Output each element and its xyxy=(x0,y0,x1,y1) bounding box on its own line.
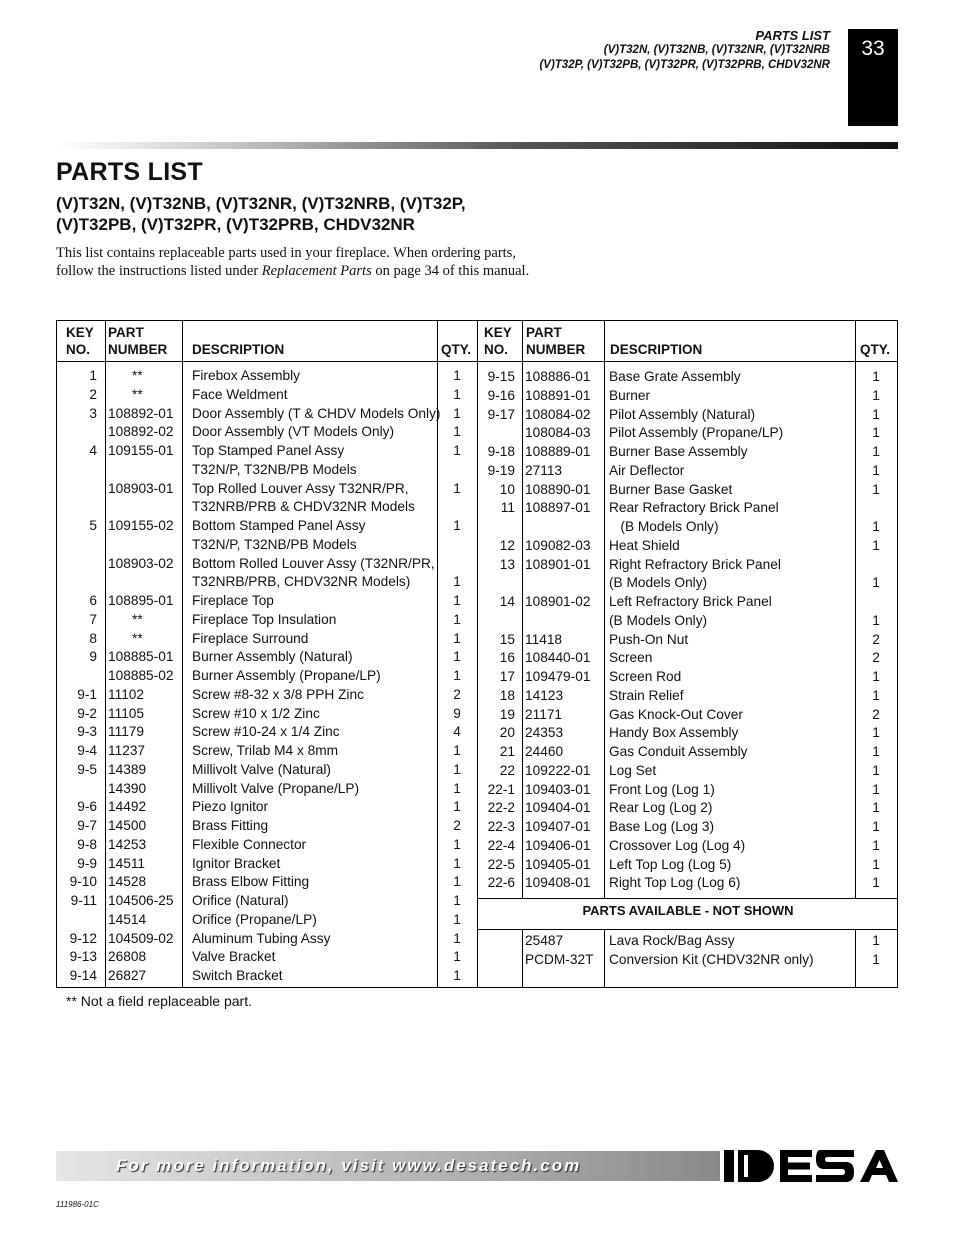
left-row-key-no: 5 xyxy=(89,518,97,533)
right-row-part-number: 109405-01 xyxy=(525,856,591,872)
right-row-part-number: 109403-01 xyxy=(525,781,591,797)
right-row-description: Air Deflector xyxy=(609,462,685,478)
intro-paragraph xyxy=(56,244,536,280)
left-row-description: Bottom Stamped Panel Assy xyxy=(192,518,366,533)
left-row-part-number: 108892-02 xyxy=(108,424,174,440)
left-row-qty: 2 xyxy=(453,818,461,833)
right-row-qty: 1 xyxy=(872,762,880,778)
right-row-key-no: 22-5 xyxy=(487,856,515,872)
right-row-qty: 1 xyxy=(872,369,880,384)
right-row-qty: 1 xyxy=(872,462,880,478)
left-row-part-number: ** xyxy=(132,630,143,646)
right-row-description: Lava Rock/Bag Assy xyxy=(609,933,735,948)
right-row-key-no xyxy=(478,573,519,592)
left-row-part-number: 14390 xyxy=(108,780,147,796)
left-row-key-no: 9 xyxy=(89,649,97,665)
left-row-description: Flexible Connector xyxy=(192,836,307,852)
left-row-key-no: 9-10 xyxy=(69,874,97,890)
left-row-description: Top Stamped Panel Assy xyxy=(192,443,345,458)
right-row-key-no: 19 xyxy=(499,706,515,722)
parts-table xyxy=(56,320,898,988)
left-row-part-number: ** xyxy=(132,611,143,627)
left-row-description: Aluminum Tubing Assy xyxy=(192,930,331,946)
right-row-part-number: 109408-01 xyxy=(525,875,591,891)
right-row-description: (B Models Only) xyxy=(609,575,708,591)
right-row-key-no: 22-1 xyxy=(487,781,515,797)
right-row-part-number xyxy=(525,517,603,536)
header-key-line: KEY xyxy=(66,325,94,340)
left-row-part-number: ** xyxy=(132,368,143,383)
right-row-part-number: 108886-01 xyxy=(525,369,591,384)
right-row-qty: 1 xyxy=(872,537,880,553)
right-row-qty: 2 xyxy=(872,650,880,666)
left-row-qty: 1 xyxy=(453,743,461,758)
right-row-qty: 1 xyxy=(872,387,880,403)
right-row-part-number: 109406-01 xyxy=(525,837,591,853)
right-row-part-number xyxy=(525,573,603,592)
right-row-key-no: 9-18 xyxy=(487,444,515,459)
right-row-qty: 1 xyxy=(872,406,880,422)
left-row-qty: 1 xyxy=(453,443,461,458)
right-row-description: Crossover Log (Log 4) xyxy=(609,837,746,853)
intro-link-text: Replacement Parts xyxy=(261,263,372,279)
left-row-key-no xyxy=(57,910,101,929)
left-row-key-no xyxy=(57,497,101,516)
left-row-description: T32N/P, T32NB/PB Models xyxy=(192,461,357,477)
header-description-right: DESCRIPTION xyxy=(610,342,703,357)
left-row-qty: 1 xyxy=(453,911,461,927)
right-row-description: Push-On Nut xyxy=(609,631,689,647)
left-row-qty: 1 xyxy=(453,761,461,777)
right-row-key-no xyxy=(478,517,519,536)
right-row-description: Rear Refractory Brick Panel xyxy=(609,500,779,516)
header-key xyxy=(66,324,94,358)
page-title: PARTS LIST xyxy=(56,158,203,186)
right-row-part-number: 11418 xyxy=(525,631,563,647)
right-row-key-no: 22-3 xyxy=(487,819,515,834)
left-row-key-no xyxy=(57,779,101,798)
left-row-description: Top Rolled Louver Assy T32NR/PR, xyxy=(192,480,409,496)
right-row-qty xyxy=(856,555,896,574)
left-row-description: Fireplace Top Insulation xyxy=(192,611,337,627)
right-row-description: Pilot Assembly (Propane/LP) xyxy=(609,425,784,441)
right-row-part-number: 109479-01 xyxy=(525,669,591,684)
left-row-part-number: 26808 xyxy=(108,949,147,965)
left-row-description: Millivolt Valve (Natural) xyxy=(192,761,331,777)
right-row-description: Gas Knock-Out Cover xyxy=(609,706,743,722)
right-row-part-number: 25487 xyxy=(525,933,564,948)
header-key-line: NO. xyxy=(484,342,509,357)
right-row-description: Log Set xyxy=(609,762,657,778)
right-row-key-no: 17 xyxy=(499,669,515,684)
right-row-key-no: 22-2 xyxy=(487,800,515,816)
left-row-description: Brass Elbow Fitting xyxy=(192,874,310,890)
left-row-key-no: 9-7 xyxy=(77,818,97,833)
right-row-qty: 1 xyxy=(872,425,880,441)
left-row-qty: 1 xyxy=(453,611,461,627)
right-row-qty: 1 xyxy=(872,444,880,459)
header-part-line: NUMBER xyxy=(108,342,168,357)
right-row-qty xyxy=(856,592,896,611)
left-row-key-no: 6 xyxy=(89,593,97,608)
right-row-part-number: 108890-01 xyxy=(525,481,591,497)
left-row-description: T32NRB/PRB, CHDV32NR Models) xyxy=(192,574,411,590)
left-row-qty: 1 xyxy=(453,874,461,890)
right-row-part-number: 108891-01 xyxy=(525,387,591,403)
right-row-description: Rear Log (Log 2) xyxy=(609,800,713,816)
left-row-qty: 2 xyxy=(453,686,461,702)
left-row-key-no: 9-8 xyxy=(77,836,97,852)
header-rule xyxy=(56,142,898,149)
right-row-key-no: 9-16 xyxy=(487,387,515,403)
col-divider xyxy=(105,321,106,987)
left-row-qty: 1 xyxy=(453,386,461,402)
left-row-description: Orifice (Natural) xyxy=(192,893,289,908)
col-divider xyxy=(182,321,183,987)
page-number: 33 xyxy=(848,29,898,126)
left-row-qty xyxy=(438,497,476,516)
right-row-key-no: 9-17 xyxy=(487,406,515,422)
left-row-qty: 1 xyxy=(453,593,461,608)
right-row-part-number: 21171 xyxy=(525,706,563,722)
left-row-description: Bottom Rolled Louver Assy (T32NR/PR, xyxy=(192,555,435,571)
right-row-part-number: 27113 xyxy=(525,462,563,478)
left-row-qty: 1 xyxy=(453,930,461,946)
right-row-key-no: 22-6 xyxy=(487,875,515,891)
right-row-qty: 2 xyxy=(872,631,880,647)
left-row-description: Fireplace Top xyxy=(192,593,274,608)
left-row-qty: 1 xyxy=(453,836,461,852)
left-row-key-no: 9-4 xyxy=(77,743,97,758)
right-row-qty: 1 xyxy=(872,951,880,967)
left-row-qty: 1 xyxy=(453,368,461,383)
left-row-part-number xyxy=(108,572,180,591)
left-row-description: Face Weldment xyxy=(192,386,288,402)
left-row-qty: 1 xyxy=(453,949,461,965)
left-row-qty: 9 xyxy=(453,705,461,721)
right-row-description: Left Refractory Brick Panel xyxy=(609,594,772,609)
footer-link-text[interactable]: For more information, visit www.desatech.com xyxy=(116,1156,582,1175)
right-row-part-number: 14123 xyxy=(525,687,564,703)
left-row-part-number xyxy=(108,535,180,554)
right-row-qty: 1 xyxy=(872,781,880,797)
header-part-line: NUMBER xyxy=(526,342,586,357)
header-part-line: PART xyxy=(526,325,562,340)
header-key-right xyxy=(484,324,512,358)
left-row-part-number: 104509-02 xyxy=(108,930,174,946)
right-row-qty: 2 xyxy=(872,706,880,722)
right-row-description: Pilot Assembly (Natural) xyxy=(609,406,756,422)
left-row-part-number: 14514 xyxy=(108,911,147,927)
header-line: (V)T32N, (V)T32NB, (V)T32NR, (V)T32NRB xyxy=(603,44,830,56)
left-row-description: Burner Assembly (Natural) xyxy=(192,649,353,665)
intro-text: This list contains replaceable parts used in your fireplace. When ordering parts, follow the instructions listed under xyxy=(56,245,516,279)
right-row-key-no: 9-15 xyxy=(487,369,515,384)
right-row-part-number: 108084-03 xyxy=(525,425,591,441)
left-row-part-number: 14389 xyxy=(108,761,147,777)
right-row-part-number: 24353 xyxy=(525,725,564,741)
right-row-key-no: 9-19 xyxy=(487,462,515,478)
left-row-part-number: 14253 xyxy=(108,836,147,852)
right-row-description: Screen Rod xyxy=(609,669,682,684)
right-row-qty: 1 xyxy=(872,519,880,534)
left-row-key-no: 9-13 xyxy=(69,949,97,965)
left-row-part-number: 14500 xyxy=(108,818,147,833)
left-row-key-no xyxy=(57,460,101,479)
left-row-description: Firebox Assembly xyxy=(192,368,301,383)
right-row-qty: 1 xyxy=(872,687,880,703)
right-row-qty: 1 xyxy=(872,837,880,853)
right-row-description: Gas Conduit Assembly xyxy=(609,744,748,759)
left-row-description: T32N/P, T32NB/PB Models xyxy=(192,536,357,552)
right-row-description: Strain Relief xyxy=(609,687,684,703)
left-row-description: Screw, Trilab M4 x 8mm xyxy=(192,743,339,758)
subtitle-line: (V)T32PB, (V)T32PR, (V)T32PRB, CHDV32NR xyxy=(56,215,415,234)
left-row-part-number: 26827 xyxy=(108,968,147,983)
right-row-key-no xyxy=(478,611,519,630)
left-row-key-no: 8 xyxy=(89,630,97,646)
left-row-part-number xyxy=(108,497,180,516)
left-row-key-no: 9-14 xyxy=(69,968,97,983)
right-row-qty: 1 xyxy=(872,856,880,872)
left-row-part-number: 109155-02 xyxy=(108,518,174,533)
header-line: PARTS LIST xyxy=(755,28,830,43)
header-key-line: NO. xyxy=(66,342,91,357)
right-row-key-no: 12 xyxy=(499,537,515,553)
right-row-qty xyxy=(856,498,896,517)
left-row-part-number: 108895-01 xyxy=(108,593,174,608)
left-row-qty: 1 xyxy=(453,405,461,421)
right-row-key-no: 15 xyxy=(499,631,515,647)
left-row-description: Piezo Ignitor xyxy=(192,799,269,815)
left-row-key-no: 9-12 xyxy=(69,930,97,946)
left-row-qty xyxy=(438,535,476,554)
right-row-part-number: 108440-01 xyxy=(525,650,591,666)
left-row-key-no: 9-5 xyxy=(77,761,97,777)
left-row-part-number: 11102 xyxy=(108,686,145,702)
left-row-key-no: 9-9 xyxy=(77,855,97,871)
left-row-qty: 1 xyxy=(453,518,461,533)
left-row-qty xyxy=(438,460,476,479)
right-row-part-number: 109082-03 xyxy=(525,537,591,553)
right-row-part-number: 109407-01 xyxy=(525,819,591,834)
header-part xyxy=(108,324,167,358)
left-row-qty: 4 xyxy=(453,724,461,740)
left-row-part-number: 14528 xyxy=(108,874,147,890)
right-row-description: (B Models Only) xyxy=(609,612,708,628)
right-row-key-no: 14 xyxy=(499,594,515,609)
right-row-description: Burner Base Gasket xyxy=(609,481,733,497)
right-row-key-no xyxy=(478,423,519,442)
right-row-qty: 1 xyxy=(872,819,880,834)
right-row-description: Burner xyxy=(609,387,651,403)
right-row-description: Left Top Log (Log 5) xyxy=(609,856,732,872)
header-description: DESCRIPTION xyxy=(192,342,285,357)
right-row-part-number: PCDM-32T xyxy=(525,951,594,967)
left-row-part-number: 11105 xyxy=(108,705,145,721)
right-row-description: Base Grate Assembly xyxy=(609,369,741,384)
left-row-part-number: 14511 xyxy=(108,855,146,871)
right-row-qty: 1 xyxy=(872,612,880,628)
left-row-part-number xyxy=(108,460,180,479)
right-row-description: Heat Shield xyxy=(609,537,680,553)
left-row-part-number: 108903-01 xyxy=(108,480,174,496)
right-row-part-number: 108901-01 xyxy=(525,556,591,572)
right-row-key-no xyxy=(478,950,519,969)
right-row-qty: 1 xyxy=(872,875,880,891)
right-row-description: Base Log (Log 3) xyxy=(609,819,715,834)
left-row-key-no: 9-2 xyxy=(77,705,97,721)
left-row-qty xyxy=(438,554,476,573)
left-row-key-no xyxy=(57,422,101,441)
left-row-qty: 1 xyxy=(453,893,461,908)
right-row-part-number xyxy=(525,611,603,630)
right-row-part-number: 108901-02 xyxy=(525,594,591,609)
right-row-qty: 1 xyxy=(872,481,880,497)
right-row-qty: 1 xyxy=(872,575,880,591)
left-row-qty: 1 xyxy=(453,480,461,496)
left-row-qty: 1 xyxy=(453,855,461,871)
left-row-description: Switch Bracket xyxy=(192,968,283,983)
right-row-description: Burner Base Assembly xyxy=(609,444,748,459)
right-row-key-no: 16 xyxy=(499,650,515,666)
left-row-key-no: 9-11 xyxy=(70,893,97,908)
left-row-key-no: 1 xyxy=(89,368,97,383)
right-row-description: Right Refractory Brick Panel xyxy=(609,556,781,572)
right-row-part-number: 108889-01 xyxy=(525,444,591,459)
col-divider xyxy=(522,321,523,987)
right-row-qty: 1 xyxy=(872,669,880,684)
left-row-key-no: 3 xyxy=(89,405,97,421)
footnote: ** Not a field replaceable part. xyxy=(66,993,252,1009)
left-row-description: Valve Bracket xyxy=(192,949,276,965)
left-row-description: T32NRB/PRB & CHDV32NR Models xyxy=(192,499,415,515)
header-part-line: PART xyxy=(108,325,144,340)
left-row-part-number: 108885-01 xyxy=(108,649,174,665)
col-divider xyxy=(604,321,605,987)
footer-bar xyxy=(56,1151,720,1181)
subtitle-line: (V)T32N, (V)T32NB, (V)T32NR, (V)T32NRB, (V)T32P, xyxy=(56,194,466,213)
left-row-key-no xyxy=(57,554,101,573)
left-row-part-number: 108885-02 xyxy=(108,668,174,683)
right-row-description: Front Log (Log 1) xyxy=(609,781,715,797)
right-row-key-no: 13 xyxy=(499,556,515,572)
left-row-qty: 1 xyxy=(453,799,461,815)
left-row-key-no: 9-1 xyxy=(77,686,97,702)
left-row-key-no: 9-6 xyxy=(77,799,97,815)
right-row-description: Right Top Log (Log 6) xyxy=(609,875,741,891)
left-row-key-no: 9-3 xyxy=(77,724,97,740)
right-row-qty: 1 xyxy=(872,744,880,759)
left-row-description: Millivolt Valve (Propane/LP) xyxy=(192,780,360,796)
left-row-qty: 1 xyxy=(453,968,461,983)
right-row-part-number: 24460 xyxy=(525,744,564,759)
right-row-key-no: 11 xyxy=(500,500,515,516)
left-row-qty: 1 xyxy=(453,780,461,796)
left-row-part-number: 108892-01 xyxy=(108,405,174,421)
left-row-key-no xyxy=(57,572,101,591)
right-row-key-no xyxy=(478,931,519,950)
right-row-key-no: 22 xyxy=(499,762,515,778)
right-row-description: Handy Box Assembly xyxy=(609,725,739,741)
intro-text-end: on page 34 of this manual. xyxy=(371,263,530,279)
right-row-description: Screen xyxy=(609,650,653,666)
header-key-line: KEY xyxy=(484,325,512,340)
left-row-qty: 1 xyxy=(453,630,461,646)
right-row-qty: 1 xyxy=(872,800,880,816)
header-qty: QTY. xyxy=(441,342,472,357)
header-text xyxy=(539,28,830,73)
left-row-description: Ignitor Bracket xyxy=(192,855,281,871)
left-row-part-number: 108903-02 xyxy=(108,555,174,571)
right-row-part-number: 108084-02 xyxy=(525,406,591,422)
left-row-part-number: 109155-01 xyxy=(108,443,174,458)
right-row-description: Conversion Kit (CHDV32NR only) xyxy=(609,951,814,967)
left-row-part-number: ** xyxy=(132,386,143,402)
right-row-qty: 1 xyxy=(872,725,880,741)
right-row-key-no: 10 xyxy=(499,481,515,497)
right-row-description: (B Models Only) xyxy=(609,519,719,534)
document-number: 111986-01C xyxy=(56,1200,99,1209)
left-row-key-no xyxy=(57,535,101,554)
right-row-key-no: 22-4 xyxy=(487,837,515,853)
left-row-part-number: 11179 xyxy=(108,724,145,740)
right-row-part-number: 109404-01 xyxy=(525,800,591,816)
left-row-qty: 1 xyxy=(453,574,461,590)
model-subtitle xyxy=(56,193,466,235)
right-row-part-number: 109222-01 xyxy=(525,762,591,778)
header-line: (V)T32P, (V)T32PB, (V)T32PR, (V)T32PRB, CHDV32NR xyxy=(539,59,830,71)
header-qty-right: QTY. xyxy=(860,342,891,357)
right-row-qty: 1 xyxy=(872,933,880,948)
left-row-description: Burner Assembly (Propane/LP) xyxy=(192,668,381,683)
not-shown-title: PARTS AVAILABLE - NOT SHOWN xyxy=(582,903,794,918)
left-row-description: Screw #8-32 x 3/8 PPH Zinc xyxy=(192,686,364,702)
header-part-right xyxy=(526,324,585,358)
left-row-description: Orifice (Propane/LP) xyxy=(192,911,317,927)
left-row-key-no xyxy=(57,666,101,685)
left-row-key-no: 4 xyxy=(89,443,97,458)
desa-logo xyxy=(724,1150,898,1182)
left-row-qty: 1 xyxy=(453,668,461,683)
right-row-key-no: 20 xyxy=(499,725,515,741)
left-row-qty: 1 xyxy=(453,424,461,440)
left-row-description: Screw #10 x 1/2 Zinc xyxy=(192,705,320,721)
left-row-description: Screw #10-24 x 1/4 Zinc xyxy=(192,724,340,740)
left-row-description: Brass Fitting xyxy=(192,818,269,833)
right-row-part-number: 108897-01 xyxy=(525,500,591,516)
left-row-key-no: 2 xyxy=(89,386,97,402)
left-row-qty: 1 xyxy=(453,649,461,665)
left-row-part-number: 104506-25 xyxy=(108,893,174,908)
left-row-description: Fireplace Surround xyxy=(192,630,309,646)
left-row-key-no: 7 xyxy=(89,611,97,627)
left-row-part-number: 14492 xyxy=(108,799,147,815)
left-row-description: Door Assembly (T & CHDV Models Only) xyxy=(192,405,441,421)
right-row-key-no: 21 xyxy=(499,744,515,759)
left-row-key-no xyxy=(57,479,101,498)
left-row-part-number: 11237 xyxy=(108,743,146,758)
right-row-key-no: 18 xyxy=(499,687,515,703)
left-row-description: Door Assembly (VT Models Only) xyxy=(192,424,395,440)
